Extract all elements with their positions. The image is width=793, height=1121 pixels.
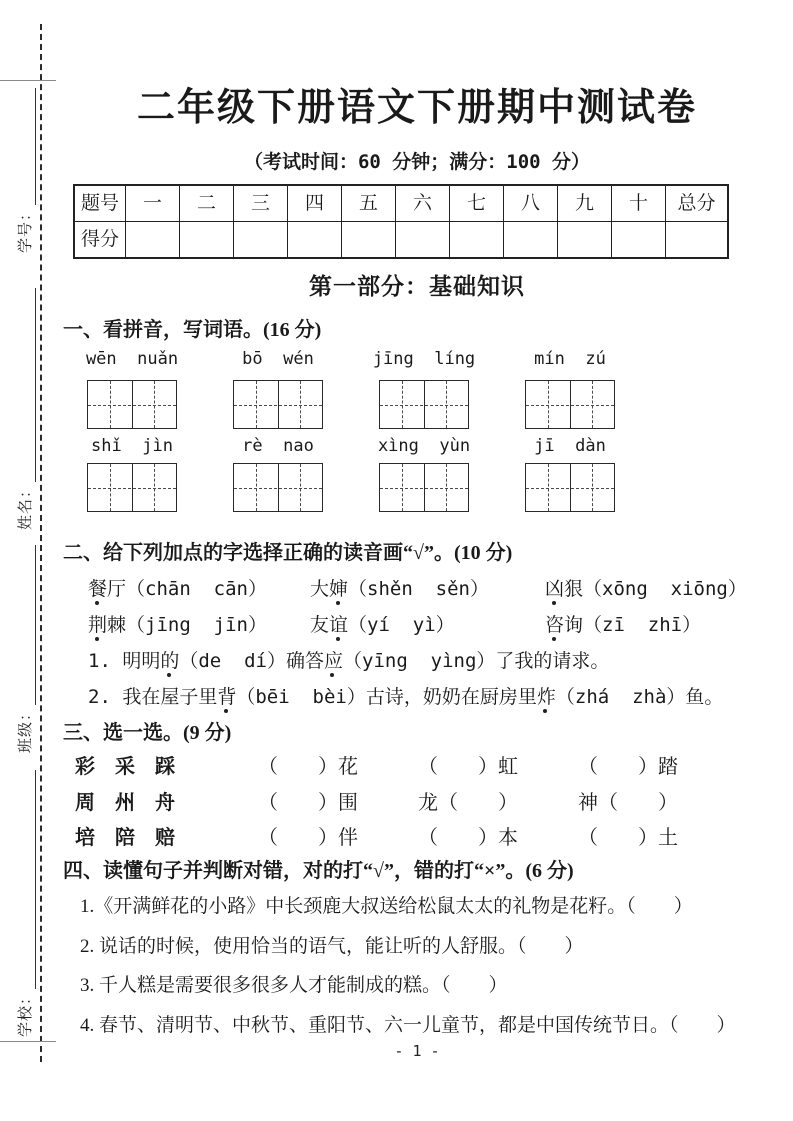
writing-grid-box xyxy=(379,463,469,512)
exam-title: 二年级下册语文下册期中测试卷 xyxy=(136,87,697,129)
grid-dashed-hline xyxy=(526,405,614,406)
grid-dashed-hline xyxy=(234,405,322,406)
text-segment: 友 xyxy=(310,614,330,636)
grid-dashed-hline xyxy=(526,488,614,489)
text-segment: 1. 明明 xyxy=(88,650,161,672)
text-segment: （bēi bèi）古诗，奶奶在厨房里 xyxy=(236,686,537,708)
fill-blank-option: （ ）踏 xyxy=(578,756,678,778)
pronunciation-choice-word xyxy=(310,574,489,601)
score-table-header-cell: 三 xyxy=(233,186,287,221)
fill-blank-option: 龙（ ） xyxy=(418,792,518,814)
pinyin-word: wēn nuǎn xyxy=(85,349,179,369)
pinyin-word: bō wén xyxy=(242,349,314,369)
pronunciation-choice-word xyxy=(545,610,701,637)
writing-grid-box xyxy=(379,380,469,429)
pinyin-word: mín zú xyxy=(534,349,606,369)
score-blank-cell xyxy=(665,221,727,257)
class-label: 班级： xyxy=(18,704,34,753)
score-table xyxy=(73,184,729,259)
text-segment: 棘（jīng jīn） xyxy=(107,614,267,636)
writing-grid-box xyxy=(525,463,615,512)
student-id-field xyxy=(12,88,36,253)
question-3-row-3 xyxy=(0,821,793,847)
score-table-header-cell: 十 xyxy=(611,186,665,221)
question-4-item-2: 2. 说话的时候，使用恰当的语气，能让听的人舒服。（ ） xyxy=(80,936,584,957)
question-2-words-row-2 xyxy=(0,610,793,636)
score-blank-cell xyxy=(395,221,449,257)
question-4-heading: 四、读懂句子并判断对错，对的打“√”，错的打“×”。(6 分) xyxy=(63,860,574,882)
score-table-header-label: 题号 xyxy=(80,193,119,214)
exam-subtitle: （考试时间：60 分钟；满分：100 分） xyxy=(243,151,591,173)
text-segment: 2. 我在屋子里 xyxy=(88,686,218,708)
score-blank-cell xyxy=(233,221,287,257)
student-id-label: 学号： xyxy=(18,204,34,253)
score-table-header-cell: 二 xyxy=(179,186,233,221)
dotted-character: 咨 xyxy=(545,614,565,636)
text-segment: （yīng yìng）了我的请求。 xyxy=(343,650,610,672)
fill-blank-option: （ ）本 xyxy=(418,827,518,849)
fill-blank-option: （ ）围 xyxy=(258,792,358,814)
pinyin-word: shǐ jìn xyxy=(91,436,173,456)
question-3-row-2 xyxy=(0,786,793,812)
pinyin-row-1 xyxy=(59,349,643,369)
score-blank-cell xyxy=(125,221,179,257)
score-row-label: 得分 xyxy=(75,221,125,257)
school-label: 学校： xyxy=(18,988,34,1037)
dotted-character: 荆 xyxy=(88,614,108,636)
pinyin-word: jīng líng xyxy=(372,349,476,369)
score-table-header-cell: 四 xyxy=(287,186,341,221)
writing-grid-box xyxy=(233,463,323,512)
grid-dashed-hline xyxy=(234,488,322,489)
score-table-header-cell: 六 xyxy=(395,186,449,221)
question-4-item-3: 3. 千人糕是需要很多很多人才能制成的糕。（ ） xyxy=(80,975,508,996)
text-segment: （zhá zhà）鱼。 xyxy=(555,686,724,708)
score-blank-cell xyxy=(287,221,341,257)
pinyin-word: jī dàn xyxy=(534,436,606,456)
question-2-heading: 二、给下列加点的字选择正确的读音画“√”。(10 分) xyxy=(63,542,513,564)
dotted-character: 凶 xyxy=(545,578,565,600)
writing-grid-box xyxy=(87,463,177,512)
student-name-blank-line xyxy=(20,288,36,482)
score-table-header-cell: 五 xyxy=(341,186,395,221)
writing-grid-row-1 xyxy=(87,380,615,429)
grid-dashed-hline xyxy=(380,405,468,406)
fill-blank-option: （ ）伴 xyxy=(258,827,358,849)
score-table-header-cell: 九 xyxy=(557,186,611,221)
question-4-item-4: 4. 春节、清明节、中秋节、重阳节、六一儿童节，都是中国传统节日。（ ） xyxy=(80,1015,736,1036)
pronunciation-choice-word xyxy=(310,610,455,637)
fill-blank-option: （ ）虹 xyxy=(418,756,518,778)
score-table-header-cell: 八 xyxy=(503,186,557,221)
character-choices: 彩 采 踩 xyxy=(75,756,175,778)
question-1-heading: 一、看拼音，写词语。(16 分) xyxy=(63,319,322,341)
dotted-character: 婶 xyxy=(329,578,349,600)
text-segment: 狠（xōng xiōng） xyxy=(564,578,747,600)
score-table-header-cell: 一 xyxy=(125,186,179,221)
binding-dashed-line xyxy=(40,24,42,1062)
question-3-row-1 xyxy=(0,750,793,776)
pinyin-word: rè nao xyxy=(242,436,314,456)
text-segment: 询（zī zhī） xyxy=(564,614,702,636)
grid-dashed-hline xyxy=(380,488,468,489)
score-blank-cell xyxy=(341,221,395,257)
writing-grid-box xyxy=(525,380,615,429)
score-table-header-cell: 总分 xyxy=(665,186,727,221)
text-segment: （yí yì） xyxy=(348,614,455,636)
score-blank-cell xyxy=(611,221,665,257)
writing-grid-box xyxy=(87,380,177,429)
pronunciation-choice-word xyxy=(545,574,747,601)
question-4-item-1: 1.《开满鲜花的小路》中长颈鹿大叔送给松鼠太太的礼物是花籽。（ ） xyxy=(80,896,693,917)
student-name-field xyxy=(12,288,36,530)
score-blank-cell xyxy=(503,221,557,257)
question-2-words-row-1 xyxy=(0,574,793,600)
text-segment: 大 xyxy=(310,578,330,600)
grid-dashed-hline xyxy=(88,488,176,489)
fill-blank-option: （ ）土 xyxy=(578,827,678,849)
writing-grid-box xyxy=(233,380,323,429)
fill-blank-option: 神（ ） xyxy=(578,792,678,814)
text-segment: （de dí）确答 xyxy=(179,650,324,672)
student-name-label: 姓名： xyxy=(18,481,34,530)
dotted-character: 餐 xyxy=(88,578,108,600)
pinyin-word: xìng yùn xyxy=(377,436,471,456)
student-id-blank-line xyxy=(20,88,36,205)
pronunciation-choice-word xyxy=(88,610,267,637)
fill-blank-option: （ ）花 xyxy=(258,756,358,778)
grid-dashed-hline xyxy=(88,405,176,406)
question-2-sentence-1 xyxy=(88,646,779,673)
text-segment: 厅（chān cān） xyxy=(107,578,267,600)
score-blank-cell xyxy=(179,221,233,257)
page-number: - 1 - xyxy=(394,1042,440,1060)
dotted-character: 应 xyxy=(323,650,343,672)
dotted-character: 炸 xyxy=(536,686,556,708)
question-2-sentence-2 xyxy=(88,682,779,709)
score-blank-cell xyxy=(449,221,503,257)
character-choices: 周 州 舟 xyxy=(75,792,175,814)
section-1-title: 第一部分：基础知识 xyxy=(309,274,525,299)
text-segment: （shěn sěn） xyxy=(348,578,489,600)
pinyin-row-2 xyxy=(59,436,643,456)
pronunciation-choice-word xyxy=(88,574,267,601)
score-table-header-cell: 七 xyxy=(449,186,503,221)
score-blank-cell xyxy=(557,221,611,257)
question-3-heading: 三、选一选。(9 分) xyxy=(63,722,232,744)
dotted-character: 背 xyxy=(217,686,237,708)
character-choices: 培 陪 赔 xyxy=(75,827,175,849)
dotted-character: 的 xyxy=(160,650,180,672)
dotted-character: 谊 xyxy=(329,614,349,636)
writing-grid-row-2 xyxy=(87,463,615,512)
